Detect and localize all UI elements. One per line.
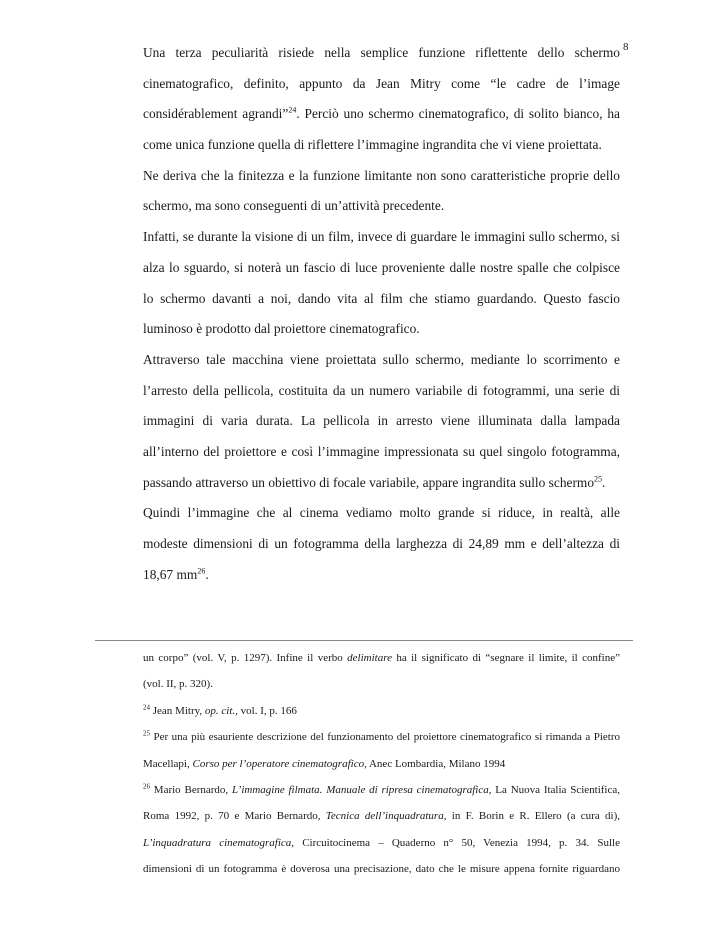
text-line: come unica funzione quella di riflettere l’immagine ingrandita che vi viene proiettata.: [143, 137, 602, 153]
text-line: luminoso è prodotto dal proiettore cinematografico.: [143, 321, 420, 337]
text-span: , Anec Lombardia, Milano 1994: [364, 757, 506, 770]
text-line: Una terza peculiarità risiede nella semplice funzione riflettente dello schermo: [143, 45, 620, 60]
italic-term: op. cit.: [204, 704, 236, 717]
footnote-line: [143, 724, 620, 750]
text-span: 18,67 mm: [143, 566, 198, 582]
text-line: immagini di varia durata. La pellicola in arresto viene illuminata dalla lampada: [143, 413, 620, 429]
footnote-ref-24[interactable]: 24: [288, 105, 297, 115]
text-span: , Circuitocinema – Quaderno n° 50, Venezia 1994, p. 34. Sulle: [291, 836, 620, 849]
main-text: [143, 38, 620, 590]
text-span: Mario Bernardo,: [150, 783, 232, 796]
text-span: , in F. Borin e R. Ellero (a cura di),: [443, 810, 620, 823]
italic-term: L’immagine filmata. Manuale di ripresa cinematografica: [231, 783, 489, 796]
footnote-25: [143, 724, 620, 777]
text-line: [143, 468, 620, 499]
text-line: Infatti, se durante la visione di un film, invece di guardare le immagini sullo schermo, si: [143, 229, 620, 245]
text-line: alza lo sguardo, si noterà un fascio di luce proveniente dalle nostre spalle che colpisce: [143, 259, 620, 275]
footnote-line: (vol. II, p. 320).: [143, 678, 213, 691]
italic-term: Tecnica dell’inquadratura: [325, 810, 444, 823]
text-span: Per una più esauriente descrizione del funzionamento del proiettore cinematografico si rimanda a Pietro: [150, 731, 620, 744]
text-line: cinematografico, definito, appunto da Jean Mitry come “le cadre de l’image: [143, 75, 620, 91]
footnote-continuation: [143, 645, 620, 698]
text-span: , La Nuova Italia Scientifica,: [488, 783, 620, 796]
text-line: Quindi l’immagine che al cinema vediamo molto grande si riduce, in realtà, alle: [143, 505, 620, 521]
text-span: ha il significato di “segnare il limite, il confine”: [391, 652, 620, 664]
footnote-separator: [95, 640, 633, 641]
footnote-26: [143, 777, 620, 883]
footnote-number: 26: [143, 782, 150, 791]
text-span: un corpo” (vol. V, p. 1297). Infine il verbo: [143, 652, 348, 664]
footnote-line: [143, 777, 620, 803]
paragraph-4: [143, 345, 620, 498]
footnote-line: [143, 698, 620, 724]
footnote-24: [143, 698, 620, 724]
text-line: schermo, ma sono conseguenti di un’attività precedente.: [143, 198, 445, 214]
text-span: . Perciò uno schermo cinematografico, di solito bianco, ha: [296, 106, 620, 122]
text-span: , vol. I, p. 166: [235, 704, 297, 717]
text-span: passando attraverso un obiettivo di focale variabile, appare ingrandita sullo schermo: [143, 474, 595, 490]
paragraph-3: [143, 222, 620, 345]
text-line: Attraverso tale macchina viene proiettata sullo schermo, mediante lo scorrimento e: [143, 351, 620, 367]
footnote-number: 24: [143, 703, 150, 712]
text-line: [143, 560, 620, 591]
footnote-ref-25[interactable]: 25: [594, 474, 603, 484]
footnotes: [143, 645, 620, 883]
paragraph-5: [143, 498, 620, 590]
footnote-line: [143, 803, 620, 829]
text-span: Jean Mitry,: [150, 704, 205, 717]
footnote-number: 25: [143, 729, 150, 738]
page-number: 8: [623, 41, 629, 53]
italic-term: L’inquadratura cinematografica: [143, 836, 292, 849]
text-span: .: [205, 566, 209, 582]
text-line: modeste dimensioni di un fotogramma della larghezza di 24,89 mm e dell’altezza di: [143, 536, 620, 551]
italic-term: delimitare: [347, 652, 392, 664]
italic-term: Corso per l’operatore cinematografico: [192, 757, 365, 770]
paragraph-2: [143, 161, 620, 222]
footnote-line: [143, 645, 620, 671]
text-line: l’arresto della pellicola, costituita da un numero variabile di fotogrammi, una serie di: [143, 382, 620, 398]
text-line: lo schermo davanti a noi, dando vita al film che stiamo guardando. Questo fascio: [143, 290, 620, 306]
text-line: [143, 99, 620, 130]
text-span: considérablement agrandi”: [143, 106, 289, 122]
paragraph-1: [143, 38, 620, 161]
footnote-line: [143, 751, 620, 777]
text-span: Macellapi,: [143, 757, 193, 770]
text-line: all’interno del proiettore e così l’immagine impressionata su quel singolo fotogramma,: [143, 443, 620, 459]
footnote-line: dimensioni di un fotogramma è doverosa una precisazione, dato che le misure appena fornite riguardano: [143, 863, 620, 876]
text-span: Roma 1992, p. 70 e Mario Bernardo,: [143, 810, 326, 823]
footnote-line: [143, 830, 620, 856]
text-span: .: [602, 474, 606, 490]
footnote-ref-26[interactable]: 26: [197, 566, 206, 576]
text-line: Ne deriva che la finitezza e la funzione limitante non sono caratteristiche proprie dello: [143, 167, 620, 183]
